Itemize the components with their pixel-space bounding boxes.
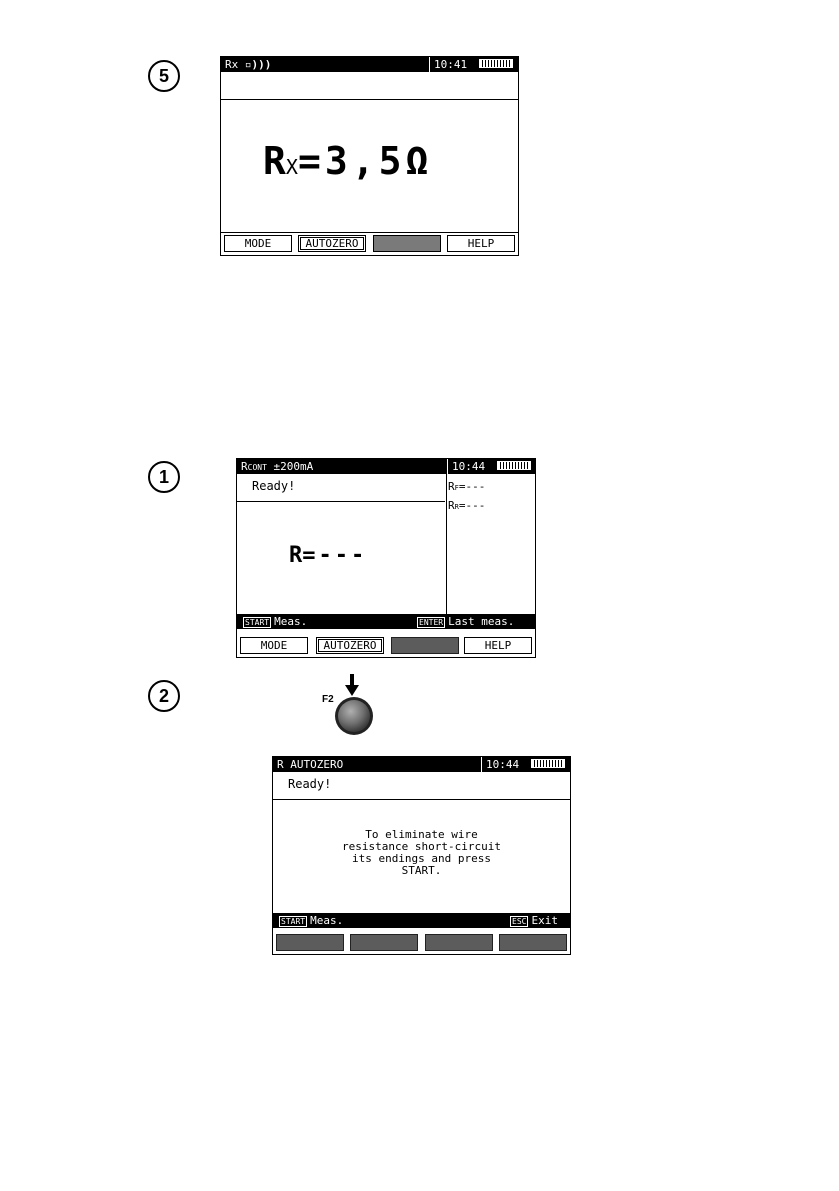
enter-hint: ENTER Last meas. — [419, 615, 515, 628]
step-number-1: 1 — [148, 461, 180, 493]
measurement-result: RX=3,5Ω — [263, 139, 433, 183]
battery-icon — [531, 759, 565, 768]
esc-hint: ESC Exit — [512, 914, 558, 927]
f3-blank-button[interactable] — [373, 235, 441, 252]
status-title: R AUTOZERO — [277, 758, 344, 771]
autozero-button[interactable]: AUTOZERO — [316, 637, 384, 654]
status-title: Rx ▫))) — [225, 58, 272, 71]
hint-bar — [273, 913, 570, 928]
clock-time: 10:44 — [447, 459, 489, 474]
divider — [221, 99, 518, 100]
mode-button[interactable]: MODE — [224, 235, 292, 252]
meter-screen-continuity — [236, 458, 536, 658]
status-bar — [237, 459, 535, 474]
help-button[interactable]: HELP — [447, 235, 515, 252]
help-button[interactable]: HELP — [464, 637, 532, 654]
press-arrow-icon — [345, 674, 359, 696]
step-number-2: 2 — [148, 680, 180, 712]
battery-icon — [479, 59, 513, 68]
start-hint: START Meas. — [245, 615, 308, 628]
f3-blank-button[interactable] — [425, 934, 493, 951]
battery-icon — [497, 461, 531, 470]
rf-reading: RF=--- — [448, 480, 486, 493]
status-message: Ready! — [252, 479, 296, 493]
step-number-5: 5 — [148, 60, 180, 92]
start-hint: START Meas. — [281, 914, 344, 927]
rr-reading: RR=--- — [448, 499, 486, 512]
measurement-result: R=--- — [289, 543, 368, 568]
mode-button[interactable]: MODE — [240, 637, 308, 654]
hint-bar — [237, 614, 535, 629]
clock-time: 10:44 — [481, 757, 523, 772]
clock-time: 10:41 — [429, 57, 471, 72]
instruction-text: To eliminate wire resistance short-circuit its endings and press START. — [342, 828, 501, 877]
status-title: RCONT ±200mA — [241, 460, 314, 473]
divider — [446, 459, 447, 614]
divider — [221, 232, 518, 233]
status-bar — [221, 57, 518, 72]
f2-key-label: F2 — [322, 694, 334, 705]
f2-hardware-button[interactable] — [334, 696, 374, 736]
divider — [237, 501, 445, 502]
autozero-button[interactable]: AUTOZERO — [298, 235, 366, 252]
f2-blank-button[interactable] — [350, 934, 418, 951]
meter-screen-autozero — [272, 756, 571, 955]
divider — [273, 799, 570, 800]
f3-blank-button[interactable] — [391, 637, 459, 654]
status-message: Ready! — [288, 777, 332, 791]
sound-wave-icon: ▫))) — [244, 58, 272, 71]
f1-blank-button[interactable] — [276, 934, 344, 951]
status-bar — [273, 757, 570, 772]
meter-screen-result — [220, 56, 519, 256]
f4-blank-button[interactable] — [499, 934, 567, 951]
